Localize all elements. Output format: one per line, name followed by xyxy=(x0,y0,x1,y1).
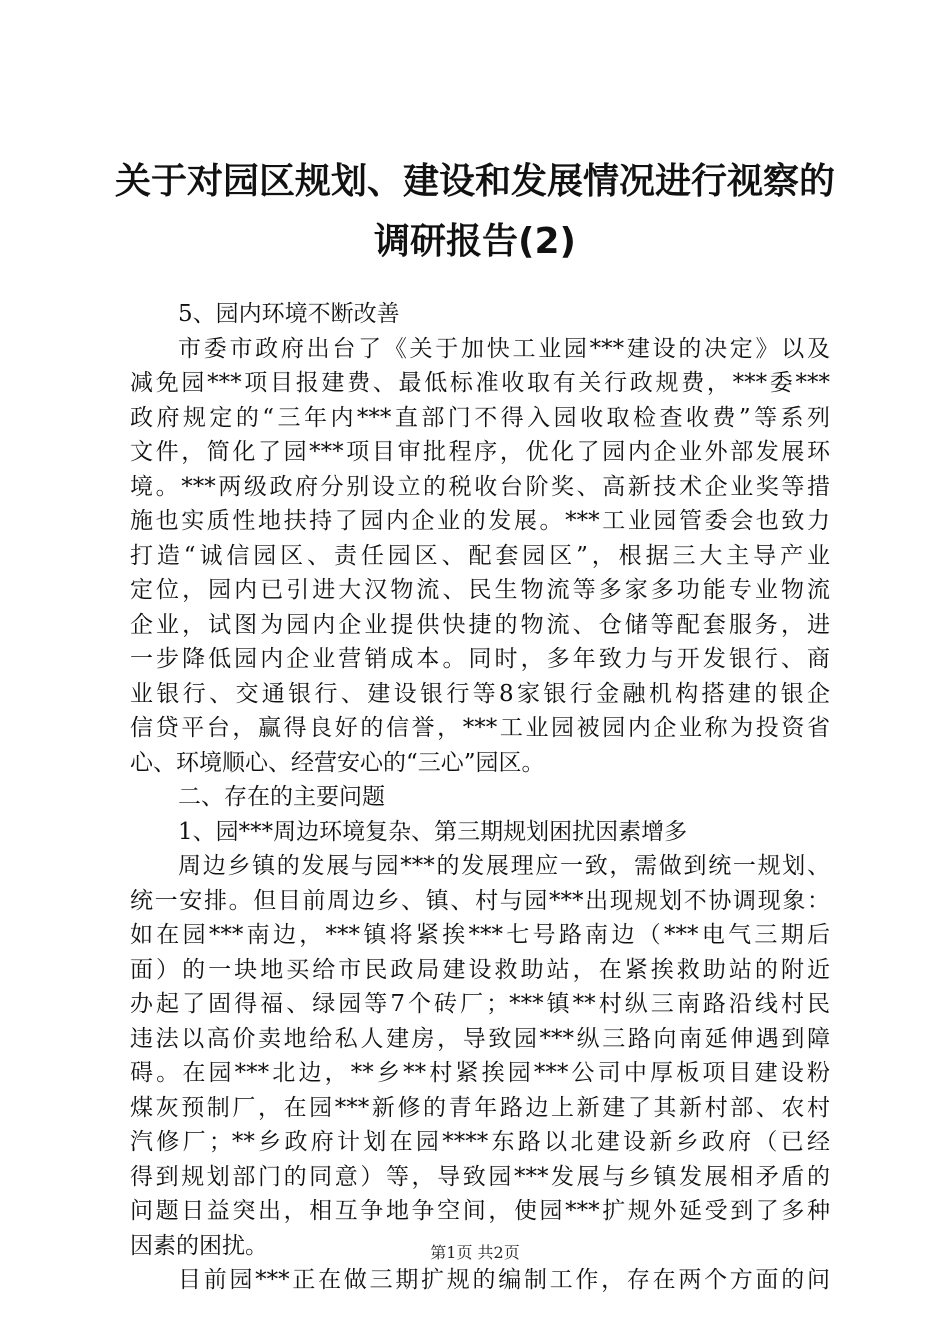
section-heading: 5、园内环境不断改善 xyxy=(178,301,400,327)
document-title-line-1: 关于对园区规划、建设和发展情况进行视察的 xyxy=(114,161,835,202)
paragraph-line: 政府规定的“三年内***直部门不得入园收取检查收费”等系列 xyxy=(130,404,830,431)
paragraph-line: 信贷平台，赢得良好的信誉，***工业园被园内企业称为投资省 xyxy=(130,715,830,741)
paragraph-line: 心、环境顺心、经营安心的“三心”园区。 xyxy=(130,749,545,776)
paragraph-line: 施也实质性地扶持了园内企业的发展。***工业园管委会也致力 xyxy=(130,508,830,534)
page-footer: 第1页 共2页 xyxy=(430,1243,520,1262)
paragraph-line: 因素的困扰。 xyxy=(130,1232,268,1259)
paragraph-line: 如在园***南边，***镇将紧挨***七号路南边（***电气三期后 xyxy=(130,922,830,948)
paragraph-line: 企业，试图为园内企业提供快捷的物流、仓储等配套服务，进 xyxy=(130,611,830,638)
paragraph-line: 违法以高价卖地给私人建房，导致园***纵三路向南延伸遇到障 xyxy=(130,1025,830,1052)
paragraph-line: 面）的一块地买给市民政局建设救助站，在紧挨救助站的附近 xyxy=(130,956,830,983)
paragraph-line: 得到规划部门的同意）等，导致园***发展与乡镇发展相矛盾的 xyxy=(130,1163,830,1190)
section-heading: 二、存在的主要问题 xyxy=(178,784,385,810)
paragraph-line: 汽修厂；**乡政府计划在园****东路以北建设新乡政府（已经 xyxy=(130,1129,830,1155)
paragraph-line: 业银行、交通银行、建设银行等8家银行金融机构搭建的银企 xyxy=(130,680,830,707)
paragraph-line: 市委市政府出台了《关于加快工业园***建设的决定》以及 xyxy=(178,335,830,362)
document-title-line-2: 调研报告(2) xyxy=(374,221,576,262)
paragraph-line: 定位，园内已引进大汉物流、民生物流等多家多功能专业物流 xyxy=(130,577,830,603)
section-heading: 1、园***周边环境复杂、第三期规划困扰因素增多 xyxy=(178,818,688,845)
paragraph-line: 周边乡镇的发展与园***的发展理应一致，需做到统一规划、 xyxy=(178,853,830,879)
paragraph-line: 统一安排。但目前周边乡、镇、村与园***出现规划不协调现象： xyxy=(130,887,830,914)
paragraph-line: 办起了固得福、绿园等7个砖厂；***镇**村纵三南路沿线村民 xyxy=(130,991,830,1017)
paragraph-line: 境。***两级政府分别设立的税收台阶奖、高新技术企业奖等措 xyxy=(130,473,830,500)
paragraph-line: 减免园***项目报建费、最低标准收取有关行政规费，***委*** xyxy=(130,370,830,396)
paragraph-line: 打造“诚信园区、责任园区、配套园区”，根据三大主导产业 xyxy=(130,542,830,569)
paragraph-line: 目前园***正在做三期扩规的编制工作，存在两个方面的问 xyxy=(178,1267,830,1293)
paragraph-line: 问题日益突出，相互争地争空间，使园***扩规外延受到了多种 xyxy=(130,1198,830,1224)
document-body xyxy=(130,297,830,1298)
paragraph-line: 一步降低园内企业营销成本。同时，多年致力与开发银行、商 xyxy=(130,646,830,672)
paragraph-line: 碍。在园***北边，**乡**村紧挨园***公司中厚板项目建设粉 xyxy=(130,1060,830,1086)
paragraph-line: 文件，简化了园***项目审批程序，优化了园内企业外部发展环 xyxy=(130,439,830,465)
paragraph-line: 煤灰预制厂，在园***新修的青年路边上新建了其新村部、农村 xyxy=(130,1094,830,1121)
